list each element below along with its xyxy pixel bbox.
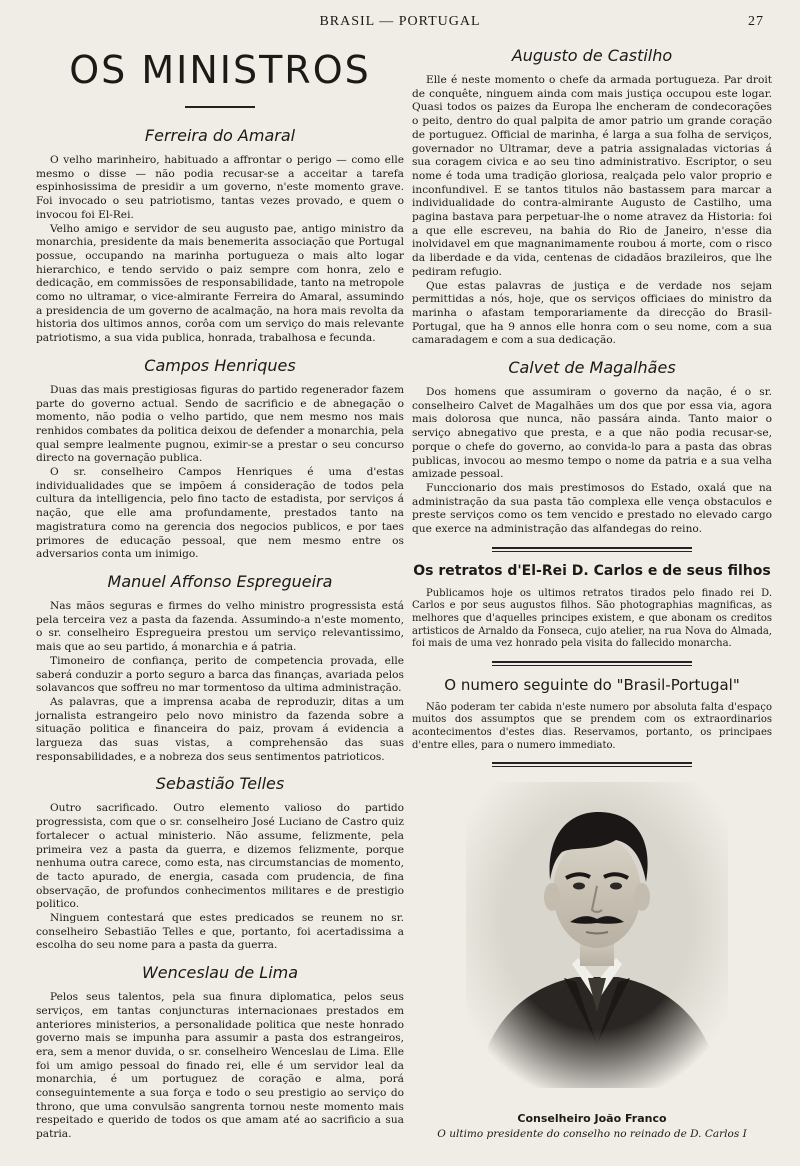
page-title: OS MINISTROS bbox=[69, 48, 371, 92]
section-heading: Manuel Affonso Espregueira bbox=[107, 571, 333, 591]
notice-text: Publicamos hoje os ultimos retratos tirados pelo finado rei D. Carlos e por seus augustos filhos. São photographias magnificas, as melhores que d'aquelles principes existem, e que abonam os creditos artisticos de Arnaldo da Fonseca, cujo atelier, na rua Nova do Almada, foi mais de uma vez honrado pela visita do fallecido monarcha. bbox=[412, 587, 772, 650]
section-heading: Sebastião Telles bbox=[155, 774, 285, 794]
section-manuel-affonso-espregueira bbox=[36, 572, 404, 764]
paragraph: Timoneiro de confiança, perito de competencia provada, elle saberá conduzir a porto seguro a barca das finanças, avariada pelos solavancos que soffreu no mar tormentoso da ultima administração. bbox=[36, 654, 404, 695]
section-campos-henriques bbox=[36, 356, 404, 562]
running-title: BRASIL — PORTUGAL bbox=[319, 14, 481, 29]
paragraph: Dos homens que assumiram o governo da nação, é o sr. conselheiro Calvet de Magalhães um dos que por essa via, agora mais dolorosa que nunca, não passára ainda. Tanto maior o serviço abnegativo que presta, e a que não podia recusar-se, porque o chefe do governo, ao convida-lo para a pasta das obras publicas, invocou ao mesmo tempo o nome da patria e a sua velha amizade pessoal. bbox=[412, 386, 772, 481]
section-heading: Wenceslau de Lima bbox=[141, 963, 299, 983]
right-column bbox=[412, 44, 772, 777]
portrait-name: Conselheiro João Franco bbox=[517, 1112, 667, 1125]
left-column bbox=[36, 44, 404, 1142]
paragraph: Ninguem contestará que estes predicados se reunem no sr. conselheiro Sebastião Telles e que, portanto, foi acertadissima a escolha do seu nome para a pasta da guerra. bbox=[36, 912, 404, 952]
section-heading: Augusto de Castilho bbox=[511, 46, 673, 65]
paragraph: O sr. conselheiro Campos Henriques é uma d'estas individualidades que se impõem á consideração de todos pela cultura da intelligencia, pelo fino tacto de estadista, por serviços á nação, que elle ama profundamente, prestados tanto na magistratura como na gerencia dos negocios publicos, e por taes primores de educação pessoal, que nem mesmo entre os adversarios conta um inimigo. bbox=[36, 466, 404, 561]
section-augusto-de-castilho bbox=[412, 46, 772, 348]
section-sebastiao-telles bbox=[36, 774, 404, 953]
section-divider bbox=[492, 762, 692, 767]
notice-heading: O numero seguinte do "Brasil-Portugal" bbox=[444, 675, 740, 694]
paragraph: Nas mãos seguras e firmes do velho ministro progressista está pela terceira vez a pasta da fazenda. Assumindo-a n'este momento, o sr. conselheiro Espregueira prestou um serviço relevantissimo, mais que ao seu partido, á monarchia e á patria. bbox=[36, 599, 404, 654]
paragraph: Pelos seus talentos, pela sua finura diplomatica, pelos seus serviços, em tantas conjuncturas internacionaes prestados em anteriores ministerios, a personalidade politica que neste honrado governo mais se impunha para assumir a pasta dos estrangeiros, era, sem a menor duvida, o sr. conselheiro Wenceslau de Lima. Elle foi um amigo pessoal do finado rei, elle é um servidor leal da monarchia, é um portuguez de coração e alma, porá conseguintemente a sua força e todo o seu prestigio ao serviço do throno, que uma convulsão sangrenta tornou neste momento mais respeitado e querido de todos os que amam até ao sacrificio a sua patria. bbox=[36, 991, 404, 1141]
paragraph: Que estas palavras de justiça e de verdade nos sejam permittidas a nós, hoje, que os serviços officiaes do ministro da marinha o afastam temporariamente da direcção do Brasil-Portugal, que ha 9 annos elle honra com o seu nome, com a sua camaradagem e com a sua dedicação. bbox=[412, 279, 772, 347]
notice-next-issue bbox=[412, 676, 772, 752]
section-calvet-de-magalhaes bbox=[412, 358, 772, 537]
section-divider bbox=[492, 661, 692, 666]
section-heading: Campos Henriques bbox=[144, 355, 296, 375]
paragraph: Funccionario dos mais prestimosos do Estado, oxalá que na administração da sua pasta tão complexa elle vença obstaculos e preste serviços como os tem vencido e prestado no elevado cargo que exerce na administração das alfandegas do reino. bbox=[412, 481, 772, 536]
paragraph: Velho amigo e servidor de seu augusto pae, antigo ministro da monarchia, presidente da mais benemerita associação que Portugal possue, occupando na marinha portugueza o mais alto logar hierarchico, e tendo servido o paiz sempre com honra, zelo e dedicação, em commissões de responsabilidade, tanto na metropole como no ultramar, o vice-almirante Ferreira do Amaral, assumindo a presidencia de um governo de acalmação, na hora mais revolta da historia dos ultimos annos, corôa com um serviço do mais relevante patriotismo, a sua vida publica, honrada, trabalhosa e fecunda. bbox=[36, 222, 404, 345]
paragraph: Elle é neste momento o chefe da armada portugueza. Par droit de conquête, ninguem ainda com mais justiça occupou este logar. Quasi todos os paizes da Europa lhe encheram de condecorações o peito, dentro do qual palpita de amor patrio um grande coração de portuguez. Official de marinha, é larga a sua folha de serviços, governador no Ultramar, deve a patria assignaladas victorias á sua coragem civica e ao seu tino administrativo. Escriptor, o seu nome é toda uma tradição gloriosa, realçada pelo valor proprio e inconfundivel. E se tantos titulos não bastassem para marcar a individualidade do contra-almirante Augusto de Castilho, uma pagina bastava para perpetuar-lhe o nome atravez da Historia: foi a que elle escreveu, na bahia do Rio de Janeiro, n'esse dia inolvidavel em que magnanimamente roubou á morte, com o risco da liberdade e da vida, centenas de cidadãos brazileiros, que lhe pediram refugio. bbox=[412, 74, 772, 278]
title-divider bbox=[185, 106, 255, 108]
paragraph: As palavras, que a imprensa acaba de reproduzir, ditas a um jornalista estrangeiro pelo novo ministro da fazenda sobre a situação politica e financeira do paiz, provam á evidencia a largueza das suas vistas, a comprehensão das suas responsabilidades, e a nobreza dos seus sentimentos patrioticos. bbox=[36, 695, 404, 763]
paragraph: O velho marinheiro, habituado a affrontar o perigo — como elle mesmo o disse — não podia recusar-se a acceitar a tarefa espinhosissima de presidir a um governo, n'este momento grave. Foi invocado o seu patriotismo, tantas vezes provado, e quem o invocou foi El-Rei. bbox=[36, 154, 404, 221]
portrait-photo bbox=[466, 782, 728, 1088]
section-heading: Calvet de Magalhães bbox=[508, 358, 676, 378]
portrait-caption: O ultimo presidente do conselho no reinado de D. Carlos I bbox=[437, 1128, 747, 1140]
paragraph: Duas das mais prestigiosas figuras do partido regenerador fazem parte do governo actual. Sendo de sacrificio e de abnegação o momento, não podia o velho partido, que nem mesmo nos mais renhidos combates da politica deixou de defender a monarchia, pela qual sempre lealmente pugnou, eximir-se a prestar o seu concurso directo na governação publica. bbox=[36, 383, 404, 465]
page-number: 27 bbox=[748, 14, 764, 29]
running-header bbox=[0, 14, 800, 38]
notice-portraits bbox=[412, 562, 772, 651]
paragraph: Outro sacrificado. Outro elemento valioso do partido progressista, com que o sr. conselheiro José Luciano de Castro quiz fortalecer o actual ministerio. Não assume, felizmente, pela primeira vez a pasta da guerra, e dizemos felizmente, porque nenhuma outra carece, como esta, nas circumstancias de momento, de tacto apurado, de energia, casada com prudencia, de fina observação, de profundos conhecimentos militares e de prestigio politico. bbox=[36, 802, 404, 911]
section-ferreira-do-amaral bbox=[36, 126, 404, 346]
section-heading: Ferreira do Amaral bbox=[144, 126, 296, 145]
notice-text: Não poderam ter cabida n'este numero por absoluta falta d'espaço muitos dos assumptos que se prendem com os extraordinarios acontecimentos d'estes dias. Reservamos, portanto, os principaes d'entre elles, para o numero immediato. bbox=[412, 701, 772, 751]
section-wenceslau-de-lima bbox=[36, 963, 404, 1142]
section-divider bbox=[492, 547, 692, 552]
notice-heading: Os retratos d'El-Rei D. Carlos e de seus filhos bbox=[413, 562, 771, 579]
